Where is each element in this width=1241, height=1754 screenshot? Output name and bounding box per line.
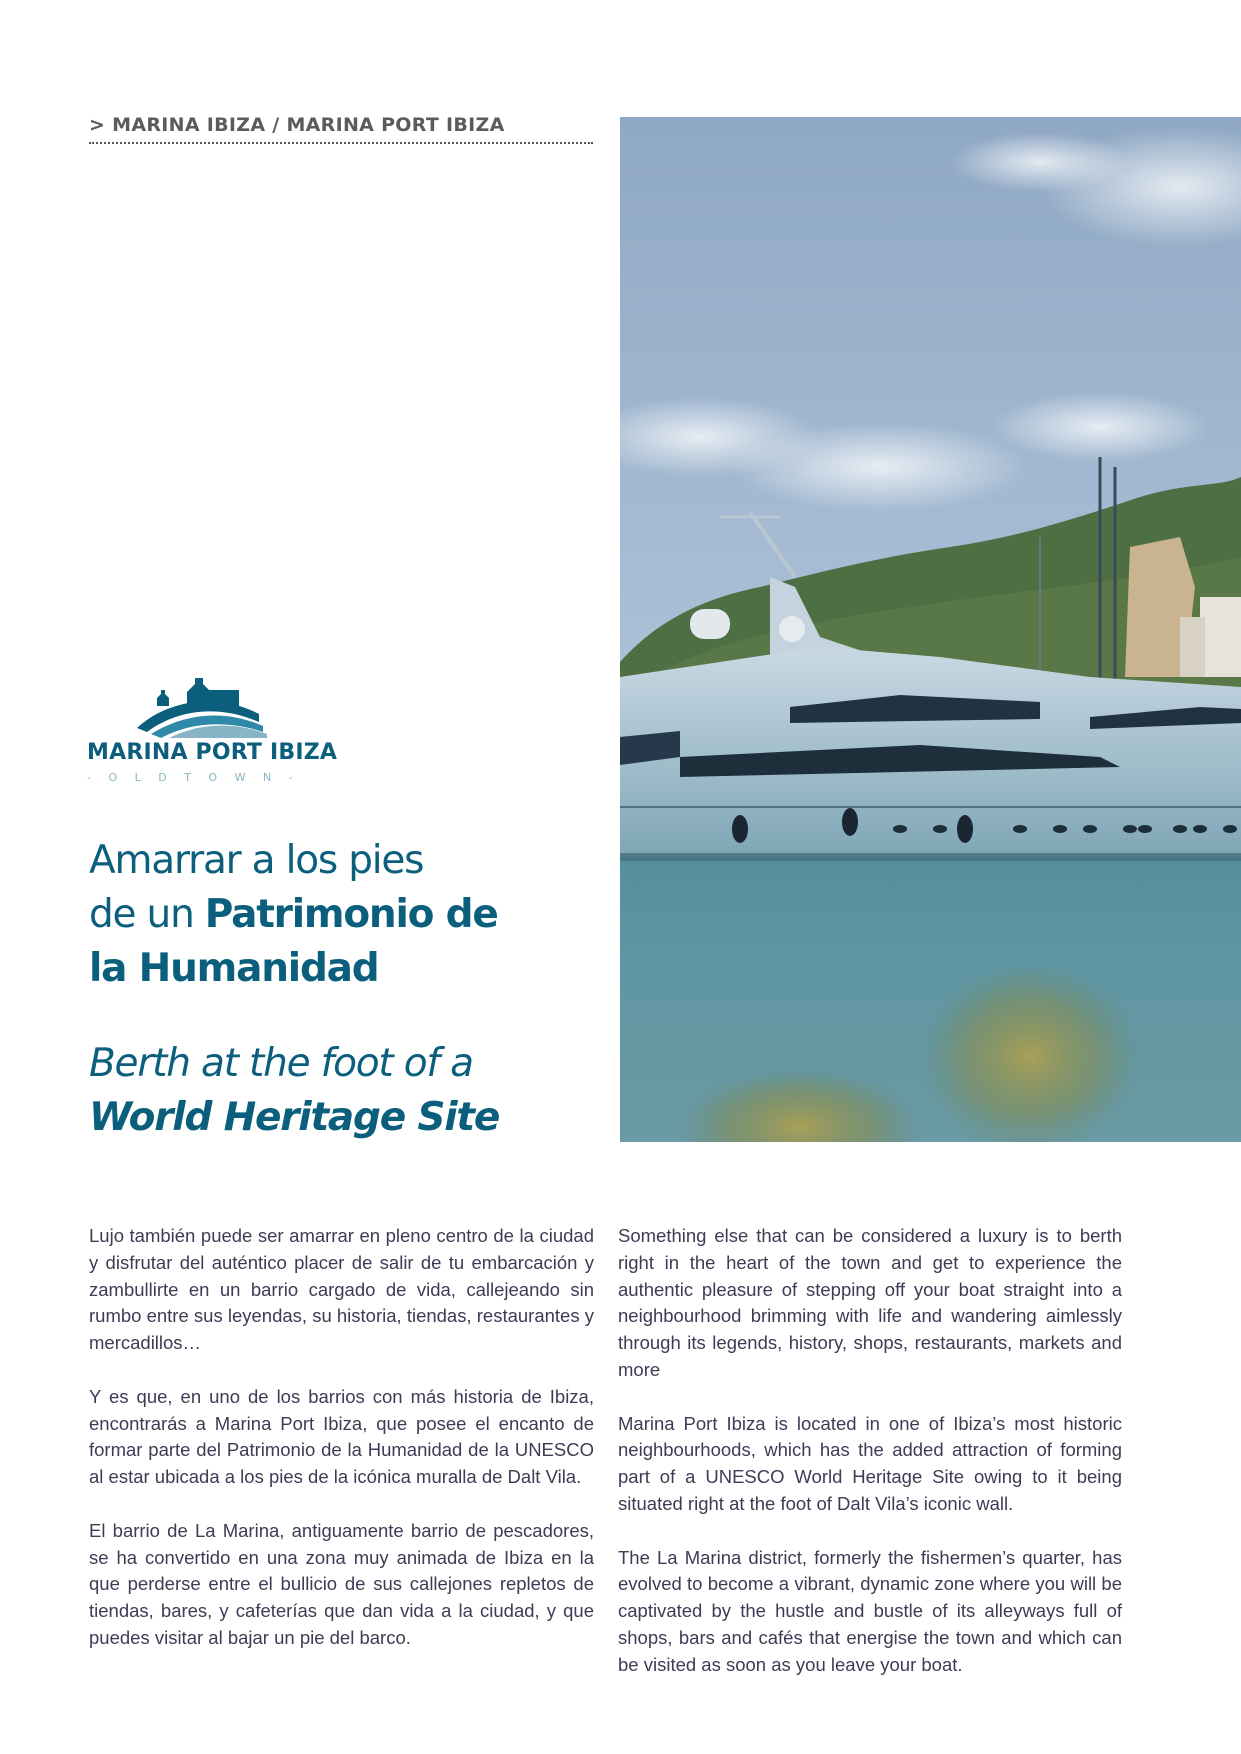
heading-en-line-1: Berth at the foot of a [89, 1041, 473, 1086]
heading-en-line-2: World Heritage Site [89, 1095, 500, 1140]
heading-es-line-1: Amarrar a los pies [89, 838, 424, 883]
body-en-paragraph-1: Something else that can be considered a luxury is to berth right in the heart of the town and get to experience the authentic pleasure of stepping off your boat straight into a neighbourhood brimming with life and wandering aimlessly through its legends, history, shops, restaurants, markets and more [618, 1225, 1122, 1380]
body-es-paragraph-1: Lujo también puede ser amarrar en pleno centro de la ciudad y disfrutar del auténtico placer de salir de tu embarcación y zambullirte en un barrio cargado de vida, callejeando sin rumbo entre sus leyendas, su historia, tiendas, restaurantes y mercadillos… [89, 1225, 594, 1354]
logo-castle-waves-icon [117, 670, 287, 738]
marina-port-ibiza-logo [87, 670, 338, 790]
logo-name: MARINA PORT IBIZA [87, 740, 338, 765]
body-es-paragraph-3: El barrio de La Marina, antiguamente barrio de pescadores, se ha convertido en una zona muy animada de Ibiza en la que perderse entre el bullicio de sus callejones repletos de tiendas, bares, y cafeterías que dan vida a la ciudad, y que puedes visitar al bajar un pie del barco. [89, 1519, 594, 1648]
body-column-spanish [89, 1223, 594, 1679]
body-column-english [618, 1223, 1122, 1705]
body-en-paragraph-3: The La Marina district, formerly the fishermen’s quarter, has evolved to become a vibrant, dynamic zone where you will be captivated by the hustle and bustle of its alleyways full of shops, bars and cafés that energise the town and which can be visited as soon as you leave your boat. [618, 1546, 1122, 1675]
heading-english [89, 1037, 569, 1145]
breadcrumb: > MARINA IBIZA / MARINA PORT IBIZA [89, 114, 593, 144]
yacht-marina-photo [620, 117, 1241, 1142]
heading-es-line-2 [89, 888, 539, 942]
body-en-paragraph-2: Marina Port Ibiza is located in one of Ibiza’s most historic neighbourhoods, which has the added attraction of forming part of a UNESCO World Heritage Site owing to it being situated right at the foot of Dalt Vila’s iconic wall. [618, 1412, 1122, 1514]
heading-es-line-2-prefix: de un [89, 892, 205, 937]
heading-spanish [89, 834, 539, 996]
heading-es-line-3: la Humanidad [89, 946, 379, 991]
body-es-paragraph-2: Y es que, en uno de los barrios con más historia de Ibiza, encontrarás a Marina Port Ibiza, que posee el encanto de formar parte del Patrimonio de la Humanidad de la UNESCO al estar ubicada a los pies de la icónica muralla de Dalt Vila. [89, 1385, 594, 1488]
heading-es-line-2-strong: Patrimonio de [204, 892, 498, 937]
logo-subtitle: - O L D T O W N - [87, 771, 300, 784]
